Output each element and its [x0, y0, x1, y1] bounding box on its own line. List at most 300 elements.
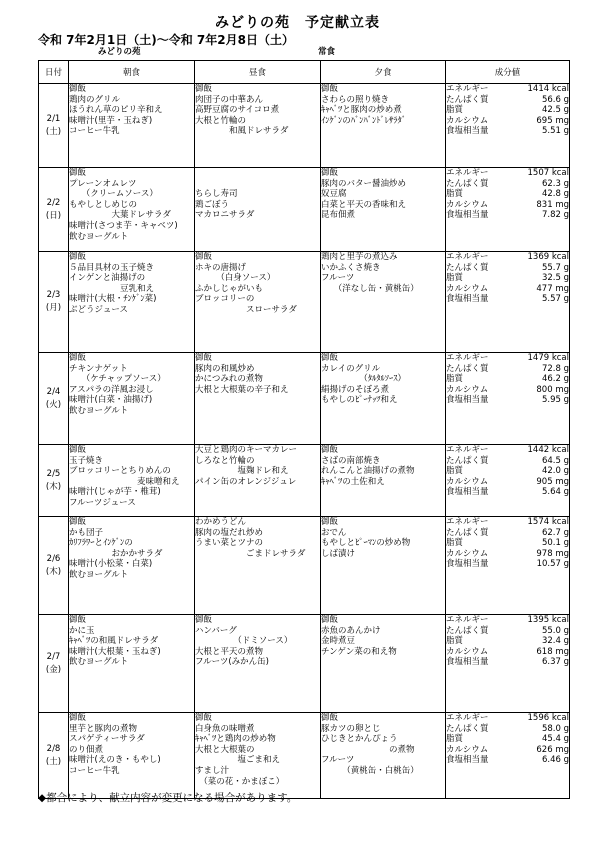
dinner-item: フルーツ [321, 273, 355, 284]
nutrient-label: カルシウム [446, 744, 489, 755]
day-row [39, 615, 570, 713]
lunch-item: かにつみれの煮物 [195, 374, 263, 385]
nutrition-row [446, 445, 569, 456]
nutrition-row [446, 273, 569, 284]
day-weekday: (木) [45, 566, 62, 577]
dinner-item: もやしのﾋﾟｰﾅｯﾂ和え [321, 395, 398, 406]
breakfast-item: プレーンオムレツ [69, 178, 137, 189]
dinner-item: ひじきとかんぴょう [321, 734, 398, 745]
nutrition-row [446, 200, 569, 211]
nutrient-label: カルシウム [446, 115, 489, 126]
nutrient-value: 978 mg [536, 548, 569, 559]
day-cell [39, 713, 69, 799]
nutrient-value: 5.64 g [541, 487, 569, 498]
meal-type: 常食 [318, 47, 336, 57]
nutrient-label: 脂質 [446, 466, 464, 477]
dinner-item: 御飯 [321, 713, 339, 723]
breakfast-item: 味噌汁(大根・ﾁﾝｹﾞﾝ菜) [69, 294, 157, 305]
lunch-cell [195, 168, 321, 252]
dinner-item: （黄桃缶・白桃缶） [321, 765, 419, 776]
dinner-item: 御飯 [321, 615, 339, 625]
nutrient-value: 55.7 g [541, 262, 569, 273]
nutrient-value: 6.46 g [541, 755, 569, 766]
nutrition-row [446, 713, 569, 724]
nutrition-row [446, 284, 569, 295]
nutrient-value: 45.4 g [541, 734, 569, 745]
dinner-cell [321, 84, 446, 168]
nutrient-value: 1574 kcal [527, 517, 569, 527]
nutrient-label: カルシウム [446, 476, 489, 487]
lunch-item: うまい菜とツナの [195, 538, 264, 549]
nutrition-row [446, 559, 569, 570]
day-cell [39, 252, 69, 353]
lunch-item: ホキの唐揚げ [195, 262, 247, 273]
breakfast-item: 鶏肉のグリル [69, 94, 121, 105]
dinner-item: 御飯 [321, 84, 339, 94]
lunch-item: （白身ソース） [195, 273, 276, 284]
breakfast-item: ほうれん草のピリ辛和え [69, 105, 163, 116]
lunch-cell [195, 615, 321, 713]
nutrient-value: 6.37 g [541, 657, 569, 668]
nutrition-row [446, 189, 569, 200]
day-weekday: (日) [45, 210, 62, 221]
breakfast-item: 味噌汁(小松菜・白菜) [69, 559, 153, 570]
lunch-item: 大根と平天の煮物 [195, 646, 264, 657]
day-cell [39, 353, 69, 445]
lunch-item: 高野豆腐のサイコロ煮 [195, 105, 280, 116]
nutrition-row [446, 395, 569, 406]
nutrient-value: 1507 kcal [527, 168, 569, 178]
nutrition-cell [446, 445, 570, 517]
breakfast-item: 飲むヨーグルト [69, 231, 129, 242]
lunch-item: 御飯 [195, 615, 213, 625]
day-cell [39, 517, 69, 615]
dinner-item: の煮物 [321, 744, 415, 755]
lunch-item: 肉団子の中華あん [195, 94, 264, 105]
nutrition-row [446, 636, 569, 647]
nutrition-row [446, 374, 569, 385]
nutrient-value: 42.0 g [541, 466, 569, 477]
day-cell [39, 445, 69, 517]
nutrient-label: 食塩相当量 [446, 126, 489, 137]
nutrient-label: カルシウム [446, 548, 489, 559]
breakfast-item: もやしとしめじの [69, 199, 138, 210]
nutrient-value: 42.8 g [541, 189, 569, 200]
day-date: 2/2 [46, 197, 61, 208]
lunch-cell [195, 517, 321, 615]
nutrient-label: 食塩相当量 [446, 657, 489, 668]
breakfast-cell [69, 168, 195, 252]
dinner-item: おでん [321, 527, 347, 538]
nutrient-label: 脂質 [446, 374, 464, 385]
lunch-item: 和風ドレサラダ [195, 126, 289, 137]
footer-note: ◆都合により、献立内容が変更になる場合があります。 [38, 792, 298, 804]
nutrient-label: 脂質 [446, 105, 464, 116]
dinner-cell [321, 252, 446, 353]
header-dinner: 夕食 [321, 61, 446, 84]
nutrient-label: エネルギー [446, 445, 489, 455]
dinner-item: （洋なし缶・黄桃缶） [321, 283, 419, 294]
nutrient-value: 62.7 g [541, 527, 569, 538]
dinner-item: 豚肉のバター醤油炒め [321, 178, 407, 189]
lunch-item: 大豆と鶏肉のキーマカレー [195, 445, 298, 455]
breakfast-item: かも団子 [69, 527, 104, 538]
nutrition-row [446, 745, 569, 756]
nutrition-row [446, 755, 569, 766]
breakfast-item: 御飯 [69, 252, 87, 262]
nutrient-value: 905 mg [536, 476, 569, 487]
breakfast-item: のり佃煮 [69, 744, 104, 755]
nutrient-label: たんぱく質 [446, 625, 489, 636]
day-date: 2/1 [46, 113, 61, 124]
dinner-item: 鶏肉と里芋の煮込み [321, 252, 398, 262]
day-date: 2/6 [46, 553, 61, 564]
nutrient-label: カルシウム [446, 199, 489, 210]
nutrient-value: 1442 kcal [527, 445, 569, 455]
lunch-cell [195, 84, 321, 168]
nutrient-label: カルシウム [446, 646, 489, 657]
dinner-item: 御飯 [321, 168, 339, 178]
nutrient-value: 72.8 g [541, 363, 569, 374]
lunch-item: しろなと竹輪の [195, 455, 255, 466]
breakfast-item: 味噌汁(さつま芋・キャベツ) [69, 220, 178, 231]
nutrition-row [446, 724, 569, 735]
day-row [39, 713, 570, 799]
dinner-item: 御飯 [321, 517, 339, 527]
breakfast-cell [69, 445, 195, 517]
breakfast-item: 御飯 [69, 445, 87, 455]
day-row [39, 84, 570, 168]
nutrient-label: たんぱく質 [446, 455, 489, 466]
nutrient-value: 5.51 g [541, 126, 569, 137]
day-weekday: (土) [45, 756, 62, 767]
dinner-item: 豚カツの卵とじ [321, 723, 381, 734]
nutrition-row [446, 487, 569, 498]
nutrition-row [446, 116, 569, 127]
lunch-item [195, 179, 320, 190]
lunch-item: ハンバーグ [195, 625, 237, 636]
nutrition-row [446, 364, 569, 375]
lunch-cell [195, 353, 321, 445]
nutrient-label: 脂質 [446, 538, 464, 549]
dinner-item: （ﾀﾙﾀﾙｿｰｽ） [321, 374, 407, 385]
dinner-cell [321, 168, 446, 252]
nutrient-value: 1395 kcal [527, 615, 569, 625]
breakfast-cell [69, 615, 195, 713]
nutrient-value: 64.5 g [541, 455, 569, 466]
breakfast-item: 豆乳和え [69, 283, 155, 294]
nutrition-row [446, 615, 569, 626]
nutrient-label: 脂質 [446, 636, 464, 647]
page-title: みどりの苑 予定献立表 [215, 15, 380, 31]
breakfast-item: かに玉 [69, 625, 95, 636]
nutrient-label: 脂質 [446, 189, 464, 200]
dinner-item: いかふくさ焼き [321, 262, 381, 273]
dinner-item: ｷｬﾍﾞﾂと豚肉の炒め煮 [321, 105, 402, 116]
nutrient-value: 32.5 g [541, 273, 569, 284]
dinner-item: 金時煮豆 [321, 636, 356, 647]
menu-body [39, 84, 570, 799]
nutrition-row [446, 538, 569, 549]
dinner-cell [321, 615, 446, 713]
nutrition-row [446, 734, 569, 745]
nutrition-row [446, 385, 569, 396]
breakfast-item: 味噌汁(大根葉・玉ねぎ) [69, 646, 161, 657]
dinner-item: れんこんと油揚げの煮物 [321, 466, 415, 477]
nutrition-row [446, 263, 569, 274]
breakfast-cell [69, 517, 195, 615]
nutrient-value: 1369 kcal [527, 252, 569, 262]
lunch-item: ふかしじゃがいも [195, 283, 264, 294]
nutrition-row [446, 528, 569, 539]
breakfast-cell [69, 84, 195, 168]
nutrient-label: エネルギー [446, 252, 489, 262]
nutrient-label: エネルギー [446, 84, 489, 94]
lunch-item: 大根と大根葉の辛子和え [195, 384, 289, 395]
nutrition-row [446, 477, 569, 488]
day-weekday: (金) [45, 664, 62, 675]
lunch-item: （ドミソース） [195, 636, 293, 647]
nutrition-row [446, 179, 569, 190]
facility-name: みどりの苑 [98, 47, 141, 57]
lunch-item: 塩ごま和え [195, 755, 281, 766]
header-nutrition: 成分値 [446, 61, 570, 84]
lunch-item: 塩麹ドレ和え [195, 466, 289, 477]
day-row [39, 445, 570, 517]
nutrition-cell [446, 615, 570, 713]
nutrient-value: 1479 kcal [527, 353, 569, 363]
nutrient-value: 618 mg [536, 646, 569, 657]
lunch-item: スローサラダ [195, 304, 297, 315]
breakfast-item: コーヒー牛乳 [69, 126, 120, 137]
nutrition-row [446, 168, 569, 179]
breakfast-item: 飲むヨーグルト [69, 657, 129, 668]
breakfast-item: 御飯 [69, 84, 87, 94]
day-date: 2/5 [46, 468, 61, 479]
breakfast-item: 味噌汁(白菜・油揚げ) [69, 395, 153, 406]
lunch-item: 大根と大根葉の [195, 744, 255, 755]
breakfast-item: 里芋と豚肉の煮物 [69, 723, 138, 734]
breakfast-item: 御飯 [69, 517, 87, 527]
breakfast-item: 味噌汁(えのき・もやし) [69, 755, 161, 766]
nutrition-row [446, 105, 569, 116]
nutrition-row [446, 626, 569, 637]
lunch-item: ちらし寿司 [195, 189, 238, 200]
nutrient-label: エネルギー [446, 353, 489, 363]
lunch-item: ブロッコリーの [195, 294, 255, 305]
day-weekday: (月) [45, 303, 62, 313]
dinner-cell [321, 713, 446, 799]
dinner-item: さわらの照り焼き [321, 94, 390, 105]
nutrition-cell [446, 353, 570, 445]
nutrient-label: カルシウム [446, 283, 489, 294]
nutrition-row [446, 210, 569, 221]
breakfast-item: ぶどうジュース [69, 304, 128, 315]
lunch-cell [195, 713, 321, 799]
day-date: 2/3 [46, 290, 61, 300]
breakfast-item: コーヒー牛乳 [69, 765, 120, 776]
dinner-item: 昆布佃煮 [321, 210, 356, 221]
breakfast-item: 御飯 [69, 615, 87, 625]
dinner-item: さばの南部焼き [321, 455, 381, 466]
day-date: 2/8 [46, 743, 61, 754]
breakfast-item: （ケチャップソース） [69, 374, 166, 385]
breakfast-item: 玉子焼き [69, 455, 104, 466]
dinner-item: フルーツ [321, 755, 355, 766]
nutrient-value: 32.4 g [541, 636, 569, 647]
breakfast-item: 味噌汁(じゃが芋・椎茸) [69, 487, 161, 498]
dinner-item: もやしとﾋﾟｰﾏﾝの炒め物 [321, 538, 411, 549]
lunch-item: 御飯 [195, 353, 213, 363]
nutrition-row [446, 95, 569, 106]
nutrient-label: エネルギー [446, 168, 489, 178]
nutrition-row [446, 657, 569, 668]
nutrient-label: 脂質 [446, 734, 464, 745]
day-row [39, 252, 570, 353]
lunch-item: 御飯 [195, 252, 213, 262]
nutrient-value: 1596 kcal [527, 713, 569, 723]
nutrient-value: 5.95 g [541, 395, 569, 406]
nutrition-row [446, 549, 569, 560]
lunch-item: ごまドレサラダ [195, 548, 306, 559]
day-row [39, 353, 570, 445]
nutrient-value: 55.0 g [541, 625, 569, 636]
nutrition-cell [446, 84, 570, 168]
lunch-item: 御飯 [195, 713, 213, 723]
dinner-item: カレイのグリル [321, 363, 381, 374]
nutrient-value: 42.5 g [541, 105, 569, 116]
day-row [39, 517, 570, 615]
header-day: 日付 [39, 61, 69, 84]
dinner-cell [321, 517, 446, 615]
day-weekday: (火) [45, 399, 62, 410]
nutrient-label: 食塩相当量 [446, 755, 489, 766]
nutrient-label: たんぱく質 [446, 94, 489, 105]
nutrient-value: 831 mg [536, 199, 569, 210]
lunch-item: 豚肉の和風炒め [195, 363, 255, 374]
nutrient-label: エネルギー [446, 615, 489, 625]
breakfast-item: ｷｬﾍﾞﾂの和風ドレサラダ [69, 636, 159, 647]
nutrient-value: 62.3 g [541, 178, 569, 189]
lunch-item [195, 168, 320, 179]
lunch-item: ｷｬﾍﾞﾂと鶏肉の炒め物 [195, 734, 276, 745]
dinner-item: ｷｬﾍﾞﾂの土佐和え [321, 476, 385, 487]
nutrient-label: 食塩相当量 [446, 210, 489, 221]
nutrient-value: 56.6 g [541, 94, 569, 105]
nutrient-value: 1414 kcal [527, 84, 569, 94]
nutrient-label: たんぱく質 [446, 262, 489, 273]
breakfast-item: チキンナゲット [69, 363, 128, 374]
menu-period: 令和 7年2月1日（土)～令和 7年2月8日（土） [38, 33, 294, 47]
nutrient-label: たんぱく質 [446, 527, 489, 538]
header-row [39, 61, 570, 84]
header-breakfast: 朝食 [69, 61, 195, 84]
day-cell [39, 615, 69, 713]
day-weekday: (土) [45, 126, 62, 137]
dinner-item: 赤魚のあんかけ [321, 625, 381, 636]
nutrition-cell [446, 517, 570, 615]
day-cell [39, 84, 69, 168]
breakfast-cell [69, 252, 195, 353]
breakfast-item: おかかサラダ [69, 548, 163, 559]
dinner-item: チンゲン菜の和え物 [321, 646, 397, 657]
day-weekday: (木) [45, 481, 62, 492]
day-date: 2/7 [46, 651, 61, 662]
breakfast-item: 麦味噌和え [69, 476, 180, 487]
breakfast-item: 飲むヨーグルト [69, 569, 129, 580]
dinner-item: 奴豆腐 [321, 189, 347, 200]
dinner-item: ｲﾝｹﾞﾝのﾊﾞﾝﾊﾞﾝﾄﾞﾚｻﾗﾀﾞ [321, 115, 407, 126]
dinner-item: 白菜と平天の香味和え [321, 199, 407, 210]
lunch-item: フルーツ(みかん缶) [195, 657, 269, 668]
nutrient-value: 477 mg [536, 283, 569, 294]
nutrient-label: たんぱく質 [446, 723, 489, 734]
lunch-item: パイン缶のオレンジジュレ [195, 476, 297, 487]
lunch-item: すまし汁 [195, 765, 230, 776]
nutrient-label: エネルギー [446, 517, 489, 527]
nutrition-row [446, 252, 569, 263]
nutrient-label: 食塩相当量 [446, 294, 489, 305]
nutrient-value: 5.57 g [541, 294, 569, 305]
lunch-cell [195, 445, 321, 517]
breakfast-cell [69, 713, 195, 799]
nutrient-value: 800 mg [536, 384, 569, 395]
breakfast-item: ５品目具材の玉子焼き [69, 262, 155, 273]
nutrient-label: 食塩相当量 [446, 559, 489, 570]
lunch-item: 白身魚の味噌煮 [195, 723, 255, 734]
lunch-item: マカロニサラダ [195, 210, 255, 221]
nutrient-value: 7.82 g [541, 210, 569, 221]
breakfast-item: スパゲティーサラダ [69, 734, 145, 745]
nutrient-label: 食塩相当量 [446, 487, 489, 498]
dinner-item: 御飯 [321, 445, 339, 455]
nutrient-label: たんぱく質 [446, 363, 489, 374]
nutrient-value: 10.57 g [536, 559, 569, 570]
menu-table [38, 60, 570, 799]
dinner-item: 絹揚げのそぼろ煮 [321, 384, 390, 395]
breakfast-cell [69, 353, 195, 445]
dinner-cell [321, 353, 446, 445]
nutrition-cell [446, 713, 570, 799]
lunch-item: （菜の花・かまぼこ） [195, 776, 285, 787]
lunch-item: わかめうどん [195, 517, 247, 527]
dinner-item: しば漬け [321, 548, 356, 559]
lunch-item: 大根と竹輪の [195, 115, 247, 126]
nutrition-row [446, 456, 569, 467]
breakfast-item: フルーツジュース [69, 497, 136, 508]
lunch-cell [195, 252, 321, 353]
breakfast-item: ｶﾘﾌﾗﾜｰとｲﾝｹﾞﾝの [69, 538, 133, 549]
lunch-item: 鶏ごぼう [195, 199, 230, 210]
day-row [39, 168, 570, 252]
nutrition-row [446, 126, 569, 137]
breakfast-item: インゲンと油揚げの [69, 273, 146, 284]
nutrition-row [446, 466, 569, 477]
breakfast-item: （クリームソース） [69, 189, 158, 200]
nutrition-cell [446, 252, 570, 353]
nutrient-value: 695 mg [536, 115, 569, 126]
breakfast-item: 御飯 [69, 713, 87, 723]
lunch-item: 御飯 [195, 84, 213, 94]
day-cell [39, 168, 69, 252]
nutrient-value: 626 mg [536, 744, 569, 755]
nutrition-row [446, 84, 569, 95]
header-lunch: 昼食 [195, 61, 321, 84]
nutrient-label: エネルギー [446, 713, 489, 723]
dinner-item: 御飯 [321, 353, 339, 363]
nutrient-value: 46.2 g [541, 374, 569, 385]
nutrient-label: たんぱく質 [446, 178, 489, 189]
